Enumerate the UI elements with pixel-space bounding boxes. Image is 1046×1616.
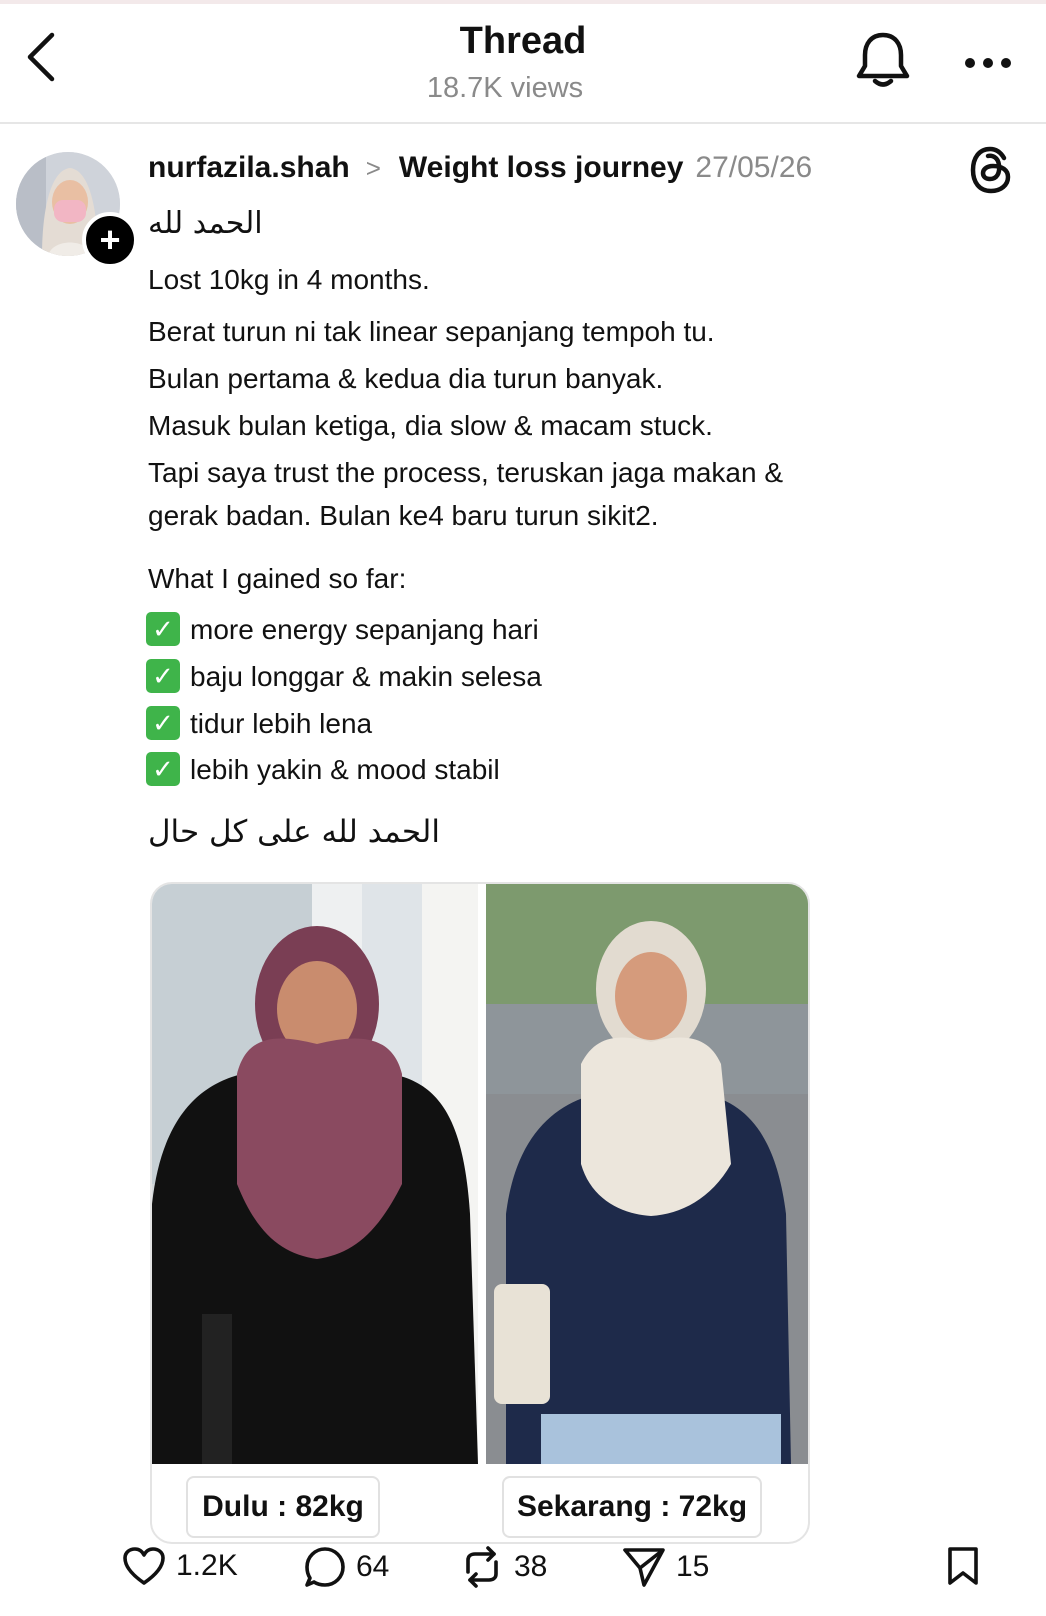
post-media-card[interactable] xyxy=(150,882,810,1544)
checkmark-icon: ✓ xyxy=(146,706,180,740)
follow-button[interactable] xyxy=(82,212,138,268)
post-meta xyxy=(148,151,812,185)
heart-icon xyxy=(122,1546,166,1586)
like-count: 1.2K xyxy=(176,1549,238,1582)
page-title: Thread xyxy=(459,20,587,62)
bell-icon xyxy=(854,30,912,92)
checkmark-icon: ✓ xyxy=(146,752,180,786)
view-count: 18.7K views xyxy=(426,72,584,104)
send-icon xyxy=(622,1546,666,1588)
bookmark-icon xyxy=(946,1546,980,1586)
before-photo-image xyxy=(152,884,478,1464)
repost-button[interactable] xyxy=(460,1546,547,1588)
post-line-p4: Tapi saya trust the process, teruskan jaga makan & xyxy=(148,457,783,488)
repost-count: 38 xyxy=(514,1550,548,1583)
checklist-item: ✓ tidur lebih lena xyxy=(146,708,372,743)
checkmark-icon: ✓ xyxy=(146,659,180,693)
username-link[interactable]: nurfazila.shah xyxy=(148,151,350,184)
chevron-right-icon: > xyxy=(365,152,381,183)
more-dots-icon xyxy=(964,57,1012,69)
checkmark-icon: ✓ xyxy=(146,612,180,646)
post-line-p5: gerak badan. Bulan ke4 baru turun sikit2. xyxy=(148,500,659,531)
post-line-p2: Bulan pertama & kedua dia turun banyak. xyxy=(148,363,664,394)
reply-count: 64 xyxy=(356,1550,390,1583)
author-avatar[interactable] xyxy=(16,152,121,260)
reply-button[interactable] xyxy=(304,1546,389,1588)
post-line-gained: What I gained so far: xyxy=(148,563,407,594)
after-photo-image xyxy=(486,884,808,1464)
notification-button[interactable] xyxy=(854,30,920,96)
post-date: 27/05/26 xyxy=(695,151,813,184)
post-line-p3: Masuk bulan ketiga, dia slow & macam stuck. xyxy=(148,410,713,441)
after-caption: Sekarang : 72kg xyxy=(502,1476,762,1538)
checklist-item: ✓ baju longgar & makin selesa xyxy=(146,661,542,696)
checklist-item: ✓ more energy sepanjang hari xyxy=(146,614,539,649)
action-bar xyxy=(0,1549,1046,1616)
threads-icon xyxy=(968,144,1014,196)
after-photo[interactable] xyxy=(486,884,808,1464)
more-options-button[interactable] xyxy=(960,40,1016,86)
post-line-closing: الحمد لله على كل حال xyxy=(148,814,440,850)
share-button[interactable] xyxy=(622,1546,709,1588)
comment-icon xyxy=(304,1546,346,1588)
plus-icon: + xyxy=(99,219,121,260)
repost-icon xyxy=(460,1546,504,1588)
bookmark-button[interactable] xyxy=(946,1546,990,1586)
share-count: 15 xyxy=(676,1550,710,1583)
post-line-p1: Berat turun ni tak linear sepanjang tempoh tu. xyxy=(148,316,715,347)
post-line-lost: Lost 10kg in 4 months. xyxy=(148,264,430,295)
topic-link[interactable]: Weight loss journey xyxy=(398,151,684,184)
like-button[interactable] xyxy=(122,1546,238,1586)
checklist-item: ✓ lebih yakin & mood stabil xyxy=(146,754,500,789)
threads-logo-button[interactable] xyxy=(968,144,1014,196)
post-line-alhamdulillah: الحمد لله xyxy=(148,206,263,241)
before-caption: Dulu : 82kg xyxy=(186,1476,380,1538)
header-bar xyxy=(0,4,1046,124)
before-photo[interactable] xyxy=(152,884,478,1464)
